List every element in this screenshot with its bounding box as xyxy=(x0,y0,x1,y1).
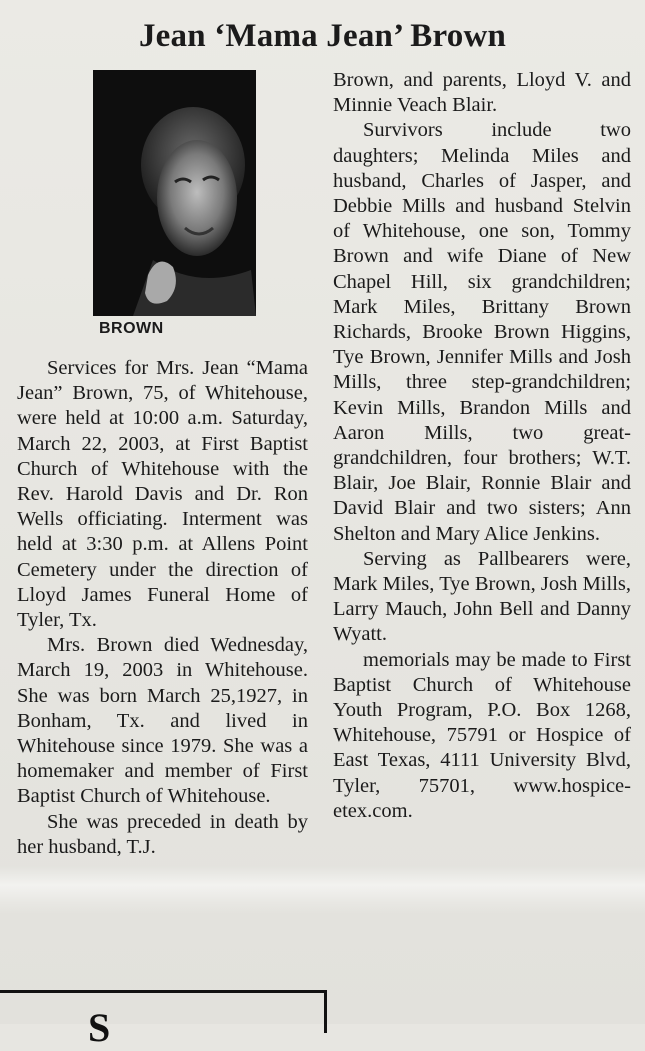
preceded-continued-paragraph: Brown, and parents, Lloyd V. and Minnie Veach Blair. xyxy=(333,69,631,117)
pallbearers-paragraph: Serving as Pallbearers were, Mark Miles, Tye Brown, Josh Mills, Larry Mauch, John Bell and Danny Wyatt. xyxy=(333,547,631,646)
right-column xyxy=(333,68,631,824)
photo-caption: BROWN xyxy=(99,320,164,337)
portrait-illustration xyxy=(93,70,256,316)
left-column xyxy=(17,356,308,860)
paper-fold-crease xyxy=(0,866,645,914)
preceded-paragraph: She was preceded in death by her husband, T.J. xyxy=(17,810,308,858)
next-article-heading: S xyxy=(88,1005,115,1050)
portrait-block xyxy=(93,70,256,337)
memorials-paragraph: memorials may be made to First Baptist Church of Whitehouse Youth Program, P.O. Box 1268, Whitehouse, 75791 or Hospice of East Texas, 4111 University Blvd, Tyler, 75701, www.hospiceetex.com. xyxy=(333,648,631,822)
portrait-photo xyxy=(93,70,256,316)
next-article-border xyxy=(0,990,327,1033)
services-paragraph: Services for Mrs. Jean “Mama Jean” Brown, 75, of Whitehouse, were held at 10:00 a.m. Saturday, March 22, 2003, at First Baptist Church of Whitehouse with the Rev. Harold Davis and Dr. Ron Wells officiating. Interment was held at 3:30 p.m. at Allens Point Cemetery under the direction of Lloyd James Funeral Home of Tyler, Tx. xyxy=(17,357,308,632)
death-paragraph: Mrs. Brown died Wednesday, March 19, 2003 in Whitehouse. She was born March 25,1927, in Bonham, Tx. and lived in Whitehouse since 1979. She was a homemaker and member of First Baptist Church of Whitehouse. xyxy=(17,634,308,808)
survivors-paragraph: Survivors include two daughters; Melinda Miles and husband, Charles of Jasper, and Debbie Mills and husband Stelvin of Whitehouse, one son, Tommy Brown and wife Diane of New Chapel Hill, six grandchildren; Mark Miles, Brittany Brown Richards, Brooke Brown Higgins, Tye Brown, Jennifer Mills and Josh Mills, three step-grandchildren; Kevin Mills, Brandon Mills and Aaron Mills, two great-grandchildren, four brothers; W.T. Blair, Joe Blair, Ronnie Blair and David Blair and two sisters; Ann Shelton and Mary Alice Jenkins. xyxy=(333,119,631,545)
obituary-title: Jean ‘Mama Jean’ Brown xyxy=(138,18,507,54)
